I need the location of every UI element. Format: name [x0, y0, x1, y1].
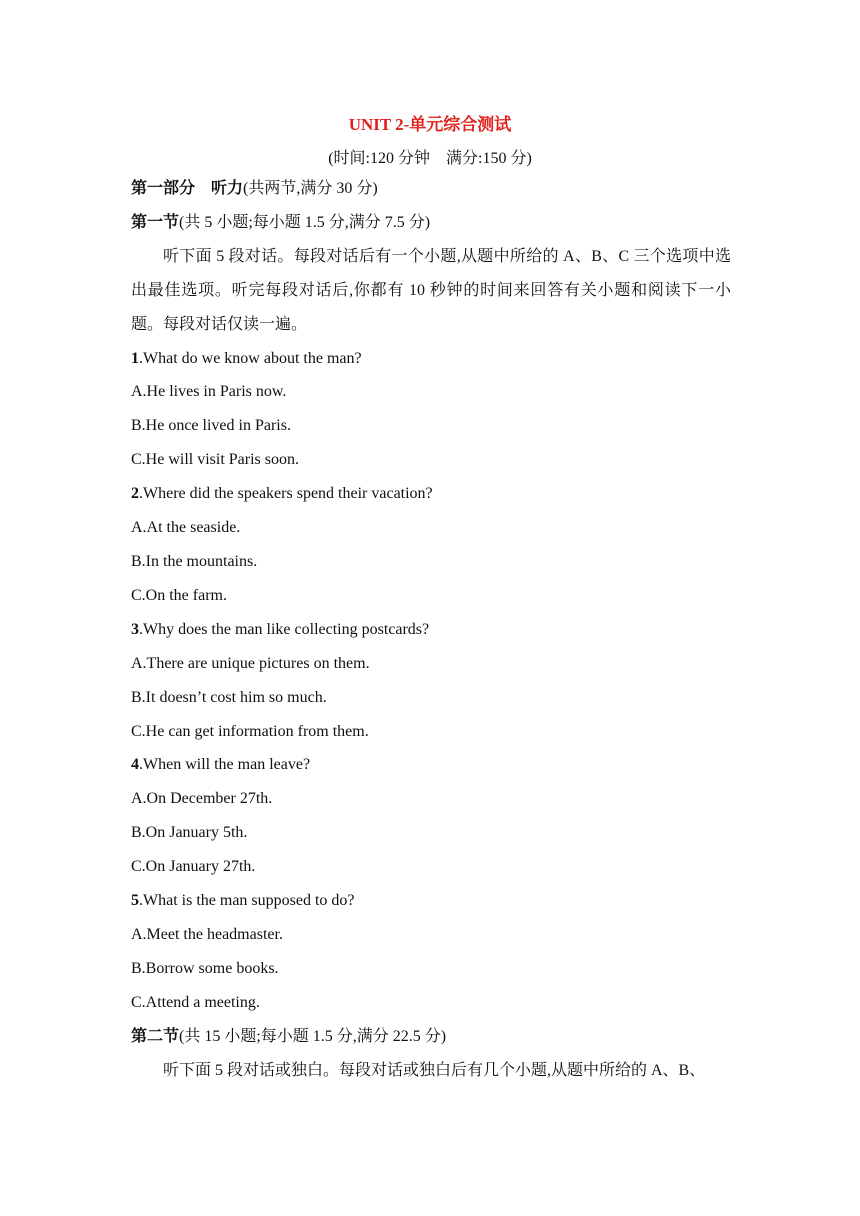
question-number: 5 — [131, 892, 139, 910]
question-text: .Why does the man like collecting postcards? — [139, 620, 430, 638]
question-5-option-b: B.Borrow some books. — [131, 959, 279, 977]
question-2-option-a: A.At the seaside. — [131, 519, 241, 537]
question-text: .Where did the speakers spend their vacation? — [139, 485, 433, 503]
question-number: 1 — [131, 349, 139, 367]
question-1 — [131, 342, 731, 376]
section1-instructions: 听下面 5 段对话。每段对话后有一个小题,从题中所给的 A、B、C 三个选项中选出最佳选项。听完每段对话后,你都有 10 秒钟的时间来回答有关小题和阅读下一小题。每段对话仅读一遍。 — [131, 247, 731, 333]
section2-note: (共 15 小题;每小题 1.5 分,满分 22.5 分) — [179, 1027, 447, 1045]
exam-time-score: (时间:120 分钟 满分:150 分) — [328, 150, 532, 167]
question-text: .What is the man supposed to do? — [139, 892, 355, 910]
part1-note: (共两节,满分 30 分) — [243, 180, 378, 197]
question-2 — [131, 477, 731, 511]
question-3-option-b: B.It doesn’t cost him so much. — [131, 688, 327, 706]
part1-heading — [131, 172, 731, 206]
question-3 — [131, 613, 731, 647]
document-title: UNIT 2-单元综合测试 — [348, 115, 512, 134]
section1-note: (共 5 小题;每小题 1.5 分,满分 7.5 分) — [179, 213, 431, 231]
document-body — [131, 172, 731, 1087]
question-4 — [131, 748, 731, 782]
question-2-option-c: C.On the farm. — [131, 586, 227, 604]
question-4-option-a: A.On December 27th. — [131, 790, 273, 808]
part1-title: 第一部分 听力 — [131, 180, 244, 197]
question-2-option-b: B.In the mountains. — [131, 552, 258, 570]
question-number: 2 — [131, 485, 139, 503]
question-number: 4 — [131, 756, 139, 774]
section1-heading — [131, 206, 731, 240]
question-1-option-c: C.He will visit Paris soon. — [131, 451, 300, 469]
question-4-option-c: C.On January 27th. — [131, 858, 256, 876]
question-1-option-a: A.He lives in Paris now. — [131, 383, 287, 401]
question-text: .When will the man leave? — [139, 756, 311, 774]
question-5-option-a: A.Meet the headmaster. — [131, 925, 283, 943]
question-1-option-b: B.He once lived in Paris. — [131, 417, 291, 435]
section2-instructions: 听下面 5 段对话或独白。每段对话或独白后有几个小题,从题中所给的 A、B、 — [163, 1061, 706, 1079]
question-3-option-a: A.There are unique pictures on them. — [131, 654, 370, 672]
question-3-option-c: C.He can get information from them. — [131, 722, 369, 740]
question-text: .What do we know about the man? — [139, 349, 362, 367]
question-4-option-b: B.On January 5th. — [131, 824, 248, 842]
question-5 — [131, 884, 731, 918]
section2-heading — [131, 1020, 731, 1054]
question-number: 3 — [131, 620, 139, 638]
section1-title: 第一节 — [131, 213, 180, 231]
section2-title: 第二节 — [131, 1027, 180, 1045]
question-5-option-c: C.Attend a meeting. — [131, 993, 260, 1011]
